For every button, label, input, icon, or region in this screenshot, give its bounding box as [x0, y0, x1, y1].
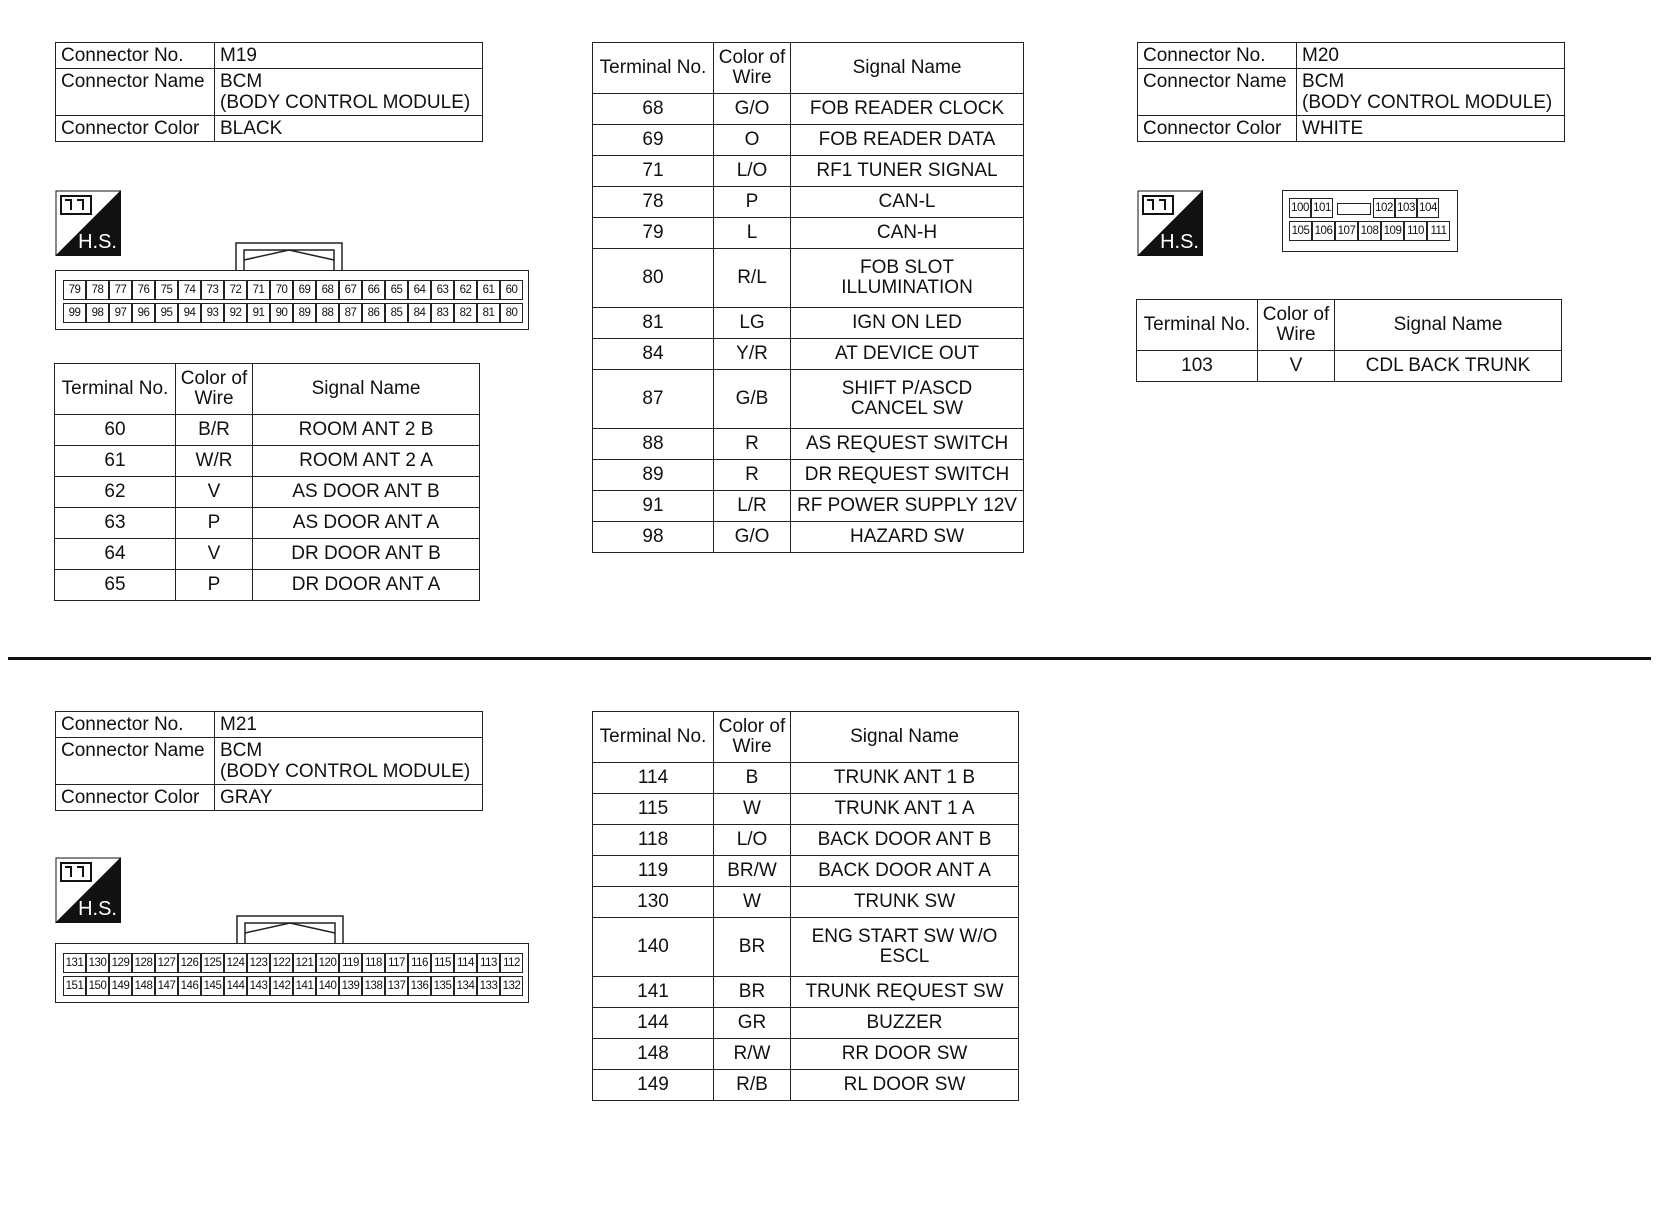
signal-name-cell: CAN-L [791, 187, 1024, 218]
pin: 75 [155, 280, 178, 300]
wire-color-cell: L [714, 218, 791, 249]
connector-color-value: GRAY [215, 785, 483, 811]
pin: 126 [178, 953, 201, 973]
connector-no-label: Connector No. [1138, 43, 1297, 69]
pin: 129 [109, 953, 132, 973]
pin: 67 [339, 280, 362, 300]
m20-connector-face [1282, 190, 1458, 252]
connector-name-value: BCM (BODY CONTROL MODULE) [1297, 69, 1565, 116]
connector-name-value: BCM (BODY CONTROL MODULE) [215, 738, 483, 785]
pin: 91 [247, 303, 270, 323]
table-row [593, 522, 1024, 553]
connector-name-label: Connector Name [1138, 69, 1297, 116]
connector-no-value: M20 [1297, 43, 1565, 69]
pin: 80 [500, 303, 523, 323]
signal-name-cell: BACK DOOR ANT A [791, 856, 1019, 887]
color-of-wire-header: Color of Wire [176, 364, 253, 415]
pin: 62 [454, 280, 477, 300]
m20-terminal-table [1136, 299, 1562, 382]
signal-name-cell: DR REQUEST SWITCH [791, 460, 1024, 491]
signal-name-cell: DR DOOR ANT B [253, 539, 480, 570]
pin: 60 [500, 280, 523, 300]
pin: 123 [247, 953, 270, 973]
pin: 87 [339, 303, 362, 323]
signal-name-cell: DR DOOR ANT A [253, 570, 480, 601]
pin: 105 [1289, 221, 1312, 241]
pin: 125 [201, 953, 224, 973]
harness-side-icon: H.S. [55, 190, 121, 256]
pin: 93 [201, 303, 224, 323]
table-row [593, 856, 1019, 887]
pin: 77 [109, 280, 132, 300]
pin: 83 [431, 303, 454, 323]
table-row [593, 1039, 1019, 1070]
pin: 61 [477, 280, 500, 300]
color-of-wire-header: Color of Wire [1258, 300, 1335, 351]
pin: 86 [362, 303, 385, 323]
pin: 70 [270, 280, 293, 300]
terminal-cell: 89 [593, 460, 714, 491]
terminal-cell: 62 [55, 477, 176, 508]
signal-name-cell: TRUNK ANT 1 A [791, 794, 1019, 825]
signal-name-header: Signal Name [791, 712, 1019, 763]
signal-name-cell: CAN-H [791, 218, 1024, 249]
terminal-cell: 88 [593, 429, 714, 460]
pin: 107 [1335, 221, 1358, 241]
harness-side-icon: H.S. [55, 857, 121, 923]
terminal-cell: 114 [593, 763, 714, 794]
pin: 133 [477, 976, 500, 996]
pin: 145 [201, 976, 224, 996]
pin: 117 [385, 953, 408, 973]
signal-name-cell: RL DOOR SW [791, 1070, 1019, 1101]
terminal-cell: 87 [593, 370, 714, 429]
pin: 112 [500, 953, 523, 973]
terminal-no-header: Terminal No. [55, 364, 176, 415]
pin: 100 [1289, 198, 1311, 218]
signal-name-cell: ENG START SW W/O ESCL [791, 918, 1019, 977]
pin: 135 [431, 976, 454, 996]
pin: 146 [178, 976, 201, 996]
pin: 138 [362, 976, 385, 996]
table-row [1137, 351, 1562, 382]
pin: 95 [155, 303, 178, 323]
table-row [593, 187, 1024, 218]
terminal-cell: 64 [55, 539, 176, 570]
terminal-cell: 79 [593, 218, 714, 249]
wire-color-cell: R [714, 429, 791, 460]
pin: 150 [86, 976, 109, 996]
connector-color-label: Connector Color [1138, 116, 1297, 142]
pin: 64 [408, 280, 431, 300]
pin: 114 [454, 953, 477, 973]
pin: 118 [362, 953, 385, 973]
connector-name-label: Connector Name [56, 738, 215, 785]
wire-color-cell: G/B [714, 370, 791, 429]
wire-color-cell: V [176, 477, 253, 508]
pin: 103 [1395, 198, 1417, 218]
pin: 65 [385, 280, 408, 300]
pin: 131 [63, 953, 86, 973]
section-divider [8, 657, 1651, 660]
connector-no-label: Connector No. [56, 43, 215, 69]
table-row [593, 94, 1024, 125]
pin: 120 [316, 953, 339, 973]
pin: 71 [247, 280, 270, 300]
pin: 63 [431, 280, 454, 300]
terminal-cell: 115 [593, 794, 714, 825]
wire-color-cell: G/O [714, 94, 791, 125]
signal-name-cell: BUZZER [791, 1008, 1019, 1039]
table-row [593, 825, 1019, 856]
color-of-wire-header: Color of Wire [714, 43, 791, 94]
pin: 96 [132, 303, 155, 323]
table-row [593, 460, 1024, 491]
pin: 141 [293, 976, 316, 996]
terminal-cell: 68 [593, 94, 714, 125]
signal-name-cell: AT DEVICE OUT [791, 339, 1024, 370]
pin: 79 [63, 280, 86, 300]
pin: 147 [155, 976, 178, 996]
wire-color-cell: G/O [714, 522, 791, 553]
pin: 127 [155, 953, 178, 973]
pin: 90 [270, 303, 293, 323]
terminal-cell: 61 [55, 446, 176, 477]
pin: 106 [1312, 221, 1335, 241]
connector-color-label: Connector Color [56, 785, 215, 811]
pin: 113 [477, 953, 500, 973]
terminal-cell: 78 [593, 187, 714, 218]
wire-color-cell: B [714, 763, 791, 794]
signal-name-cell: FOB READER CLOCK [791, 94, 1024, 125]
terminal-cell: 130 [593, 887, 714, 918]
color-of-wire-header: Color of Wire [714, 712, 791, 763]
pin: 72 [224, 280, 247, 300]
pin: 136 [408, 976, 431, 996]
pin: 151 [63, 976, 86, 996]
pin: 88 [316, 303, 339, 323]
wire-color-cell: L/R [714, 491, 791, 522]
connector-lock-icon [235, 242, 345, 272]
pin: 102 [1373, 198, 1395, 218]
table-row [593, 339, 1024, 370]
terminal-cell: 84 [593, 339, 714, 370]
pin: 84 [408, 303, 431, 323]
terminal-cell: 144 [593, 1008, 714, 1039]
wire-color-cell: V [176, 539, 253, 570]
wire-color-cell: R/B [714, 1070, 791, 1101]
pin: 69 [293, 280, 316, 300]
signal-name-cell: SHIFT P/ASCD CANCEL SW [791, 370, 1024, 429]
pin: 142 [270, 976, 293, 996]
pin: 85 [385, 303, 408, 323]
pin: 139 [339, 976, 362, 996]
terminal-cell: 60 [55, 415, 176, 446]
table-row [593, 1008, 1019, 1039]
signal-name-cell: ROOM ANT 2 A [253, 446, 480, 477]
pin: 78 [86, 280, 109, 300]
pin: 128 [132, 953, 155, 973]
connector-color-value: BLACK [215, 116, 483, 142]
pin: 76 [132, 280, 155, 300]
terminal-no-header: Terminal No. [593, 43, 714, 94]
signal-name-cell: BACK DOOR ANT B [791, 825, 1019, 856]
connector-color-value: WHITE [1297, 116, 1565, 142]
terminal-cell: 98 [593, 522, 714, 553]
wire-color-cell: W [714, 794, 791, 825]
m19-connector-info [55, 42, 483, 142]
wire-color-cell: L/O [714, 825, 791, 856]
signal-name-header: Signal Name [253, 364, 480, 415]
terminal-cell: 63 [55, 508, 176, 539]
table-row [593, 763, 1019, 794]
table-row [593, 125, 1024, 156]
m20-connector-info [1137, 42, 1565, 142]
pin: 109 [1381, 221, 1404, 241]
terminal-cell: 119 [593, 856, 714, 887]
wire-color-cell: W/R [176, 446, 253, 477]
table-row [593, 1070, 1019, 1101]
terminal-cell: 149 [593, 1070, 714, 1101]
signal-name-cell: FOB READER DATA [791, 125, 1024, 156]
pin: 130 [86, 953, 109, 973]
wire-color-cell: P [176, 570, 253, 601]
wire-color-cell: O [714, 125, 791, 156]
connector-no-label: Connector No. [56, 712, 215, 738]
pin: 122 [270, 953, 293, 973]
signal-name-cell: HAZARD SW [791, 522, 1024, 553]
m21-terminal-table [592, 711, 1019, 1101]
m19-pin-row-bottom [63, 303, 523, 323]
terminal-cell: 140 [593, 918, 714, 977]
connector-no-value: M19 [215, 43, 483, 69]
pin: 148 [132, 976, 155, 996]
terminal-cell: 69 [593, 125, 714, 156]
wire-color-cell: GR [714, 1008, 791, 1039]
table-row [593, 249, 1024, 308]
table-row [593, 918, 1019, 977]
wire-color-cell: BR [714, 977, 791, 1008]
terminal-cell: 103 [1137, 351, 1258, 382]
signal-name-cell: CDL BACK TRUNK [1335, 351, 1562, 382]
pin: 140 [316, 976, 339, 996]
pin: 134 [454, 976, 477, 996]
pin: 68 [316, 280, 339, 300]
table-row [593, 794, 1019, 825]
pin: 144 [224, 976, 247, 996]
signal-name-cell: AS REQUEST SWITCH [791, 429, 1024, 460]
wire-color-cell: R [714, 460, 791, 491]
table-row [593, 887, 1019, 918]
table-row [593, 977, 1019, 1008]
pin: 108 [1358, 221, 1381, 241]
pin: 143 [247, 976, 270, 996]
signal-name-header: Signal Name [1335, 300, 1562, 351]
signal-name-cell: FOB SLOT ILLUMINATION [791, 249, 1024, 308]
pin: 149 [109, 976, 132, 996]
connector-no-value: M21 [215, 712, 483, 738]
wire-color-cell: Y/R [714, 339, 791, 370]
wire-color-cell: L/O [714, 156, 791, 187]
connector-lock-icon [236, 915, 346, 945]
pin: 97 [109, 303, 132, 323]
pin: 98 [86, 303, 109, 323]
m19-connector-face [55, 242, 529, 332]
m21-connector-info [55, 711, 483, 811]
pin: 66 [362, 280, 385, 300]
pin: 115 [431, 953, 454, 973]
pin: 82 [454, 303, 477, 323]
m19-terminal-table-continued [592, 42, 1024, 553]
wire-color-cell: P [176, 508, 253, 539]
wire-color-cell: R/W [714, 1039, 791, 1070]
pin: 101 [1311, 198, 1333, 218]
pin: 132 [500, 976, 523, 996]
wire-color-cell: W [714, 887, 791, 918]
terminal-cell: 81 [593, 308, 714, 339]
pin: 116 [408, 953, 431, 973]
table-row [593, 156, 1024, 187]
m21-connector-face [55, 915, 529, 1005]
terminal-no-header: Terminal No. [593, 712, 714, 763]
terminal-no-header: Terminal No. [1137, 300, 1258, 351]
pin: 81 [477, 303, 500, 323]
key-slot [1333, 198, 1373, 218]
signal-name-cell: RF1 TUNER SIGNAL [791, 156, 1024, 187]
signal-name-cell: TRUNK SW [791, 887, 1019, 918]
terminal-cell: 71 [593, 156, 714, 187]
wire-color-cell: V [1258, 351, 1335, 382]
table-row [593, 491, 1024, 522]
pin: 104 [1417, 198, 1439, 218]
m19-terminal-table [54, 363, 480, 601]
table-row [55, 508, 480, 539]
table-row [593, 218, 1024, 249]
connector-name-label: Connector Name [56, 69, 215, 116]
pin: 119 [339, 953, 362, 973]
terminal-cell: 141 [593, 977, 714, 1008]
pin: 94 [178, 303, 201, 323]
wire-color-cell: BR/W [714, 856, 791, 887]
table-row [55, 570, 480, 601]
wire-color-cell: R/L [714, 249, 791, 308]
pin: 89 [293, 303, 316, 323]
pin: 110 [1404, 221, 1427, 241]
table-row [593, 308, 1024, 339]
table-row [55, 415, 480, 446]
harness-side-icon: H.S. [1137, 190, 1203, 256]
connector-color-label: Connector Color [56, 116, 215, 142]
signal-name-cell: AS DOOR ANT B [253, 477, 480, 508]
terminal-cell: 65 [55, 570, 176, 601]
table-row [593, 370, 1024, 429]
wire-color-cell: LG [714, 308, 791, 339]
wire-color-cell: P [714, 187, 791, 218]
pin: 74 [178, 280, 201, 300]
table-row [55, 539, 480, 570]
pin: 92 [224, 303, 247, 323]
signal-name-cell: IGN ON LED [791, 308, 1024, 339]
signal-name-cell: RF POWER SUPPLY 12V [791, 491, 1024, 522]
signal-name-cell: AS DOOR ANT A [253, 508, 480, 539]
terminal-cell: 91 [593, 491, 714, 522]
pin: 137 [385, 976, 408, 996]
terminal-cell: 80 [593, 249, 714, 308]
signal-name-cell: ROOM ANT 2 B [253, 415, 480, 446]
signal-name-cell: TRUNK ANT 1 B [791, 763, 1019, 794]
terminal-cell: 118 [593, 825, 714, 856]
signal-name-cell: TRUNK REQUEST SW [791, 977, 1019, 1008]
m19-pin-row-top [63, 280, 523, 300]
wire-color-cell: B/R [176, 415, 253, 446]
pin: 73 [201, 280, 224, 300]
signal-name-header: Signal Name [791, 43, 1024, 94]
pin: 121 [293, 953, 316, 973]
pin: 99 [63, 303, 86, 323]
table-row [55, 446, 480, 477]
pin: 111 [1427, 221, 1450, 241]
terminal-cell: 148 [593, 1039, 714, 1070]
table-row [55, 477, 480, 508]
wire-color-cell: BR [714, 918, 791, 977]
connector-name-value: BCM (BODY CONTROL MODULE) [215, 69, 483, 116]
table-row [593, 429, 1024, 460]
pin: 124 [224, 953, 247, 973]
signal-name-cell: RR DOOR SW [791, 1039, 1019, 1070]
